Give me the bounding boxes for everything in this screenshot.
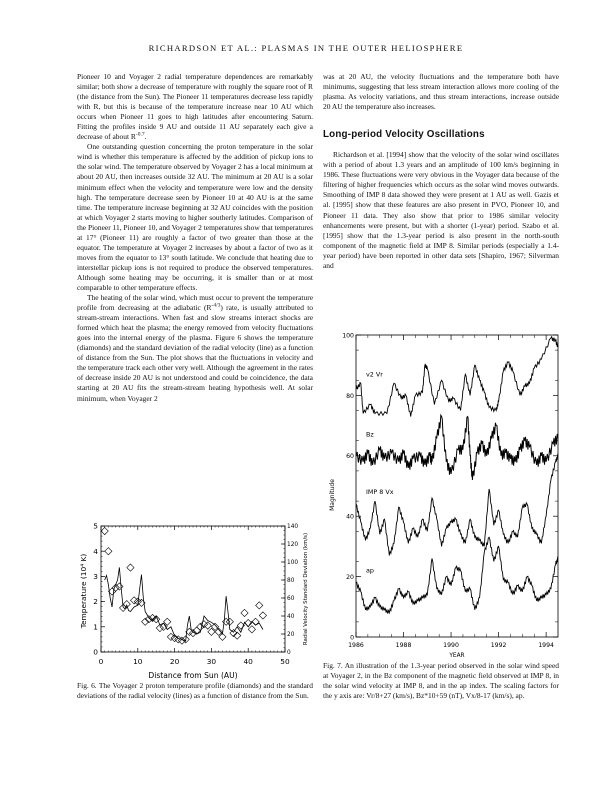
- fig7-series-lines: [356, 337, 558, 614]
- right-column-intro: [323, 72, 559, 112]
- fig7-y-tick-label: 60: [346, 453, 354, 461]
- paragraph-text: The heating of the solar wind, which must occur to prevent the temperature profile from decreasing at the adiabatic (R: [77, 293, 313, 313]
- fig6-y-tick-label: 1: [93, 622, 98, 632]
- fig6-y-tick-label: 0: [93, 647, 98, 657]
- left-column: [77, 72, 313, 404]
- fig6-x-tick-label: 50: [280, 657, 290, 666]
- fig6-temperature-point: [156, 624, 163, 631]
- fig6-temperature-point: [241, 609, 248, 616]
- fig6-temperature-diamonds: [101, 527, 266, 644]
- fig6-y-tick-label: 4: [93, 546, 98, 556]
- superscript: -0.7: [135, 131, 145, 138]
- paragraph-text: One outstanding question concerning the proton temperature in the solar wind is whether this temperature is affected by the addition of pickup ions to the solar wind. The temperature observed by Voyager 2 has a local minimum at about 20 AU, then increases outside 32 AU. The minimum at 20 AU is a solar minimum effect when the velocity and temperature were low and the density high. The temperature decrease seen by Pioneer 10 at 40 AU is at the same time. The temperature increase beginning at 32 AU coincides with the position at which Voyager 2 starts moving to higher southerly latitudes. Comparison of the Pioneer 11, Pioneer 10, and Voyager 2 temperatures show that temperatures at 17° (Pioneer 11) are roughly a factor of two greater than those at the equator. The temperature at Voyager 2 increases by about a factor of two as it moves from the equator to 13° south latitude. We conclude that heating due to interstellar pickup ions is not required to produce the observed temperatures. Although some heating may be occurring, it is smaller than or at most comparable to other temperature effects.: [77, 142, 313, 292]
- fig7-series-v2-vr: [356, 337, 558, 417]
- paragraph-text: Richardson et al. [1994] show that the velocity of the solar wind oscillates with a period of about 1.3 years and an amplitude of 100 km/s beginning in 1986. These fluctuations were very obvious in the Voyager data because of the filtering of higher frequencies which occurs as the solar wind moves outwards. Smoothing of IMP 8 data showed they were present at 1 AU as well. Gazis et al. [1995] show that these features are also present in PVO, Pioneer 10, and Pioneer 11 data. They also show that prior to 1986 similar velocity enhancements were present, but with a shorter (1-year) period. Szabo et al. [1995] show that the 1.3-year period is also present in the north-south component of the magnetic field at IMP 8. Similar periods (especially a 1.4-year period) have been reported in other data sets [Shapiro, 1967; Silverman and: [323, 150, 559, 270]
- fig6-y2-tick-label: 120: [287, 542, 299, 549]
- figure-6-caption: Fig. 6. The Voyager 2 proton temperature profile (diamonds) and the standard deviations of the radial velocity (lines) as a function of distance from the Sun.: [77, 681, 313, 701]
- fig6-x-tick-label: 10: [133, 657, 143, 666]
- fig6-temperature-point: [127, 564, 134, 571]
- fig6-y2-tick-label: 100: [287, 560, 299, 567]
- fig6-temperature-point: [131, 597, 138, 604]
- paragraph-text: was at 20 AU, the velocity fluctuations and the temperature both have minimums, suggesting that less stream interaction allows more cooling of the plasma. As velocity variations, and thus stream interactions, increase outside 20 AU the temperature also increases.: [323, 72, 559, 112]
- fig6-x-axis-label: Distance from Sun (AU): [148, 671, 238, 680]
- fig7-y-tick-label: 20: [346, 574, 354, 581]
- fig6-temperature-point: [204, 622, 211, 629]
- fig7-series-label: IMP 8 Vx: [366, 488, 394, 497]
- fig6-temperature-point: [252, 618, 259, 625]
- paragraph-tail: ) rate, is usually attributed to stream-stream interactions. When fast and slow streams interact shocks are formed which heat the plasma; the energy removed from velocity fluctuations goes into the internal energy of the plasma. Figure 6 shows the temperature (diamonds) and the standard deviation of the radial velocity (line) as a function of distance from the Sun. The plot shows that the fluctuations in velocity and the temperature track each other very well. Although the agreement in the rates of decrease inside 20 AU is not understood and could be coincidence, the data starting at 20 AU fits the stream-stream heating hypothesis well. At solar minimum, when Voyager 2: [77, 303, 313, 403]
- right-column: [323, 72, 559, 271]
- fig7-series-label: ap: [366, 566, 374, 575]
- figure-6-chart: [75, 515, 325, 680]
- fig6-x-tick-label: 0: [98, 657, 104, 666]
- paragraph: [323, 150, 559, 271]
- fig6-temperature-point: [256, 602, 263, 609]
- fig6-y2-axis-label: Radial Velocity Standard Deviation (km/s): [303, 532, 309, 646]
- fig6-y2-tick-label: 140: [287, 524, 299, 531]
- fig7-y-axis-label: Magnitude: [329, 479, 336, 511]
- fig6-temperature-point: [123, 601, 130, 608]
- paragraph: [77, 72, 313, 142]
- fig6-x-tick-label: 30: [206, 657, 217, 666]
- fig6-y2-tick-label: 60: [287, 596, 295, 603]
- paragraph: [323, 72, 559, 112]
- fig7-plot-frame: [356, 335, 558, 637]
- fig6-y2-tick-label: 80: [287, 578, 295, 585]
- fig6-x-tick-label: 40: [243, 657, 253, 666]
- section-heading: Long-period Velocity Oscillations: [323, 129, 485, 141]
- fig7-x-tick-label: 1988: [395, 642, 412, 649]
- fig7-y-tick-label: 0: [350, 634, 354, 642]
- figure-7-chart: [320, 325, 565, 660]
- fig7-series-label: v2 Vr: [366, 370, 383, 379]
- fig6-y-tick-label: 2: [93, 597, 98, 607]
- fig7-x-tick-label: 1992: [490, 642, 507, 649]
- fig6-temperature-point: [105, 548, 112, 555]
- fig6-temperature-point: [116, 583, 123, 590]
- fig6-y-axis-label: Temperature (10⁴ K): [79, 553, 88, 629]
- fig6-temperature-point: [248, 626, 255, 633]
- fig6-y2-tick-label: 0: [287, 650, 291, 657]
- fig7-y-tick-label: 40: [346, 513, 354, 521]
- superscript: -4/3: [211, 302, 221, 309]
- figure-7-caption: Fig. 7. An illustration of the 1.3-year period observed in the solar wind speed at Voyager 2, in the Bz component of the magnetic field observed at IMP 8, in the solar wind velocity at IMP 8, and in the ap index. The scaling factors for the y axis are: Vr/8+27 (km/s), Bz*10+59 (nT), Vx/8-17 (km/s), ap.: [323, 661, 559, 701]
- fig7-series-bz: [356, 415, 558, 480]
- fig7-x-tick-label: 1990: [443, 642, 459, 649]
- paragraph: [77, 293, 313, 404]
- fig6-y2-tick-label: 20: [287, 632, 295, 639]
- fig7-series-label: Bz: [366, 430, 374, 439]
- fig7-x-tick-label: 1994: [538, 642, 554, 649]
- fig6-plot-frame: [101, 526, 285, 652]
- running-head: RICHARDSON ET AL.: PLASMAS IN THE OUTER HELIOSPHERE: [148, 43, 464, 53]
- fig6-y-tick-label: 5: [93, 521, 98, 531]
- fig6-temperature-point: [167, 633, 174, 640]
- fig7-series-ap: [356, 537, 558, 613]
- fig6-velocity-line: [105, 567, 263, 641]
- fig6-y-tick-label: 3: [93, 572, 98, 581]
- fig7-x-tick-label: 1986: [348, 642, 364, 649]
- fig7-y-tick-label: 100: [342, 332, 354, 340]
- fig7-x-axis-label: YEAR: [449, 653, 465, 659]
- fig6-axes: [93, 522, 298, 666]
- fig6-velocity-std-line: [105, 567, 263, 641]
- fig7-y-tick-label: 80: [346, 392, 354, 400]
- right-column-body: [323, 150, 559, 271]
- paragraph: [77, 142, 313, 293]
- paragraph-tail: .: [144, 132, 147, 142]
- fig7-series-imp8-vx: [356, 455, 558, 556]
- fig6-x-tick-label: 20: [169, 657, 180, 666]
- fig6-y2-tick-label: 40: [287, 614, 295, 621]
- fig6-temperature-point: [259, 612, 266, 619]
- paragraph-text: Pioneer 10 and Voyager 2 radial temperature dependences are remarkably similar; both show a decrease of temperature with roughly the square root of R (the distance from the Sun). The Pioneer 11 temperatures decrease less rapidly with R, but this is because of the temperature increase near 10 AU which occurs when Pioneer 11 goes to high latitudes after encountering Saturn. Fitting the profiles inside 9 AU and outside 11 AU separately each give a decrease of about R: [77, 72, 313, 142]
